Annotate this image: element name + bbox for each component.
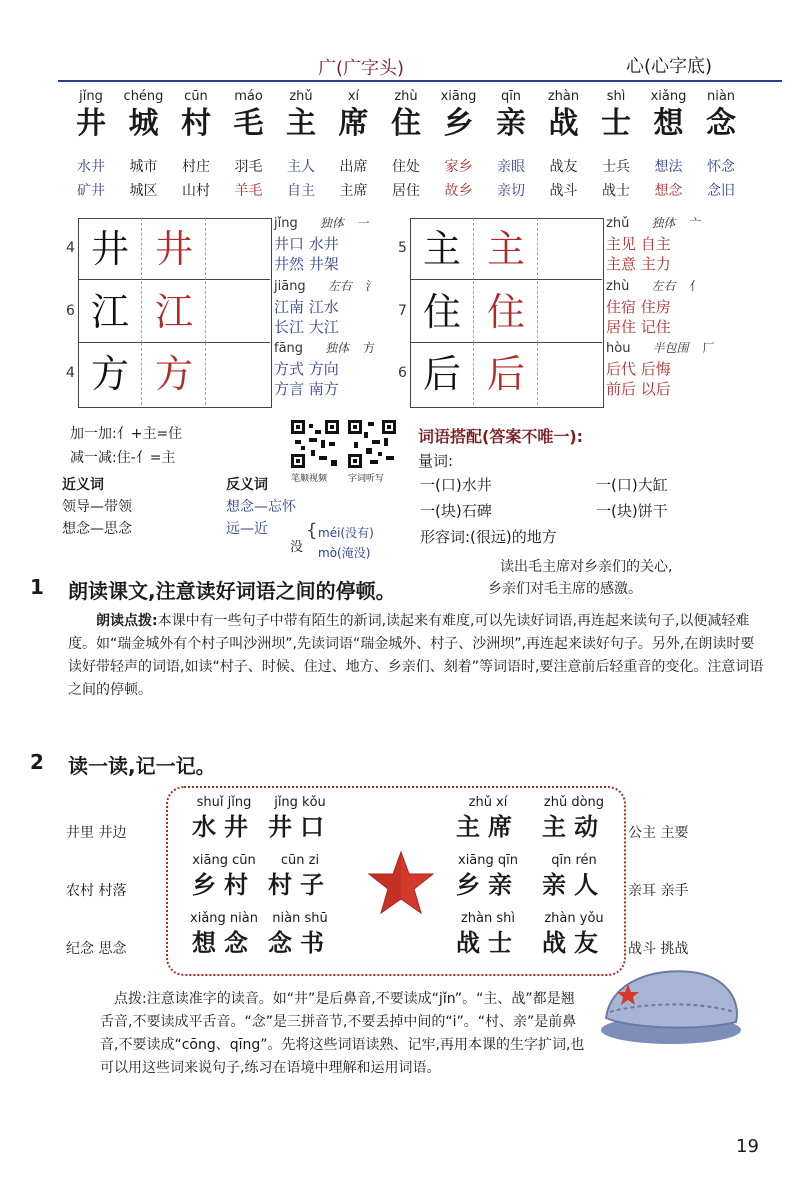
character-cell (434, 88, 484, 142)
page-number: 19 (736, 1136, 759, 1157)
reading-word-pinyin: shuǐ jǐng (196, 795, 252, 810)
character-pinyin: cūn (184, 89, 208, 104)
character-pinyin: xiǎng (650, 89, 687, 104)
grid-cell (538, 281, 602, 343)
reading-word (184, 910, 264, 958)
character-pinyin: zhǔ (289, 89, 313, 104)
question-1-side-note: 乡亲们对毛主席的感激。 (488, 581, 642, 597)
grid-char-red: 方 (154, 352, 193, 397)
char-info-words: 居住 记住 (606, 317, 671, 336)
reading-word-text: 战士 (456, 928, 520, 957)
char-info-header (274, 277, 378, 294)
character-glyph: 井 (76, 106, 106, 141)
reading-word (448, 910, 528, 958)
character-glyph: 村 (181, 106, 211, 141)
reading-word-text: 乡村 (192, 870, 256, 899)
grid-cell (538, 343, 602, 405)
army-cap-illustration (596, 960, 746, 1050)
char-info-pinyin: fāng (274, 341, 304, 357)
char-info-pinyin: hòu (606, 341, 631, 357)
char-info-words: 主见 自主 (606, 235, 671, 253)
char-info-structure: 独体 (651, 216, 676, 230)
grid-char-black: 后 (422, 352, 461, 397)
word-row-2-item: 战斗 (549, 183, 578, 199)
grid-char-black: 井 (90, 227, 129, 271)
question-2-tip: 点拨:注意读准字的读音。如“井”是后鼻音,不要读成“jǐn”。“主、战”都是翘舌音,不要读成平舌音。“念”是三拼音节,不要丢掉中间的“i”。“村、亲”是前鼻音,不要读成“cōng、qīng”。先将这些词语读熟、记牢,再用本课的生字扩词,也可以用这些词来说句子,练习在语境中理解和运用词语。 (100, 991, 585, 1076)
word-row-1-item: 村庄 (182, 159, 210, 175)
question-2-title: 读一读,记一记。 (68, 754, 216, 778)
extension-words-right: 亲耳 亲手 (628, 883, 689, 899)
character-pinyin: zhàn (547, 89, 580, 104)
grid-char-black: 主 (422, 227, 461, 271)
collocation-item: 一(口)水井 (420, 476, 492, 494)
char-info-header (606, 214, 701, 231)
reading-word-text: 村子 (268, 870, 332, 899)
antonym-item: 想念—忘怀 (226, 499, 296, 515)
character-pinyin: chéng (123, 89, 164, 104)
question-1-title: 朗读课文,注意读好词语之间的停顿。 (68, 579, 396, 603)
stroke-count: 4 (66, 365, 75, 382)
synonym-item: 领导—带领 (62, 499, 132, 515)
character-cell (119, 88, 169, 142)
char-info-structure: 独体 (325, 341, 350, 356)
word-row-1-item: 水井 (77, 159, 105, 175)
character-pinyin: zhù (394, 89, 418, 104)
char-info-pinyin: jǐng (274, 216, 298, 231)
extension-words-right: 战斗 挑战 (628, 941, 689, 957)
grid-cell (206, 343, 270, 405)
character-glyph: 乡 (443, 106, 474, 141)
header-radical-right: 心(心字底) (626, 56, 713, 77)
char-info-words: 住宿 住房 (606, 297, 671, 316)
word-row-1-item: 士兵 (602, 159, 630, 175)
character-pinyin: xí (347, 89, 360, 104)
character-cell (329, 88, 379, 142)
char-info-words: 井口 水井 (274, 235, 339, 253)
char-info-header (274, 214, 370, 231)
reading-word-text: 井口 (268, 812, 332, 841)
question-1-number: 1 (30, 575, 44, 599)
character-pinyin: shì (606, 89, 626, 104)
reading-word (260, 852, 340, 900)
word-row-1-item: 羽毛 (234, 159, 263, 175)
character-cell (66, 88, 116, 142)
char-info-words: 后代 后悔 (606, 360, 671, 379)
collocation-liangci: 量词: (418, 452, 454, 470)
char-info-pinyin: zhǔ (606, 216, 630, 231)
reading-word-text: 念书 (268, 928, 332, 957)
char-info-words: 方言 南方 (274, 380, 339, 399)
word-row-2-item: 山村 (182, 183, 210, 199)
word-row-1-item: 家乡 (444, 159, 473, 175)
reading-word (260, 794, 340, 842)
char-info-radical: 一 (357, 216, 370, 230)
collocation-item: 一(块)石碑 (420, 502, 492, 520)
reading-word-pinyin: jǐng kǒu (274, 795, 326, 810)
character-cell (276, 88, 326, 142)
char-info-header (274, 339, 375, 356)
word-row-1-item: 住处 (392, 159, 420, 175)
character-cell (539, 88, 589, 142)
character-cell (591, 88, 641, 142)
char-info-words: 前后 以后 (606, 380, 671, 399)
synonym-item: 想念—思念 (62, 521, 132, 537)
character-cell (381, 88, 431, 142)
extension-words-left: 农村 村落 (66, 883, 127, 899)
char-info-words: 方式 方向 (274, 360, 339, 379)
character-cell (644, 88, 694, 142)
reading-word-text: 主动 (542, 812, 606, 841)
red-star-icon (366, 850, 436, 916)
grid-char-red: 江 (154, 289, 193, 334)
character-pinyin: niàn (706, 89, 736, 104)
word-row-2-item: 故乡 (444, 183, 473, 199)
reading-word-text: 水井 (192, 812, 256, 841)
collocation-adjective: 形容词:(很远)的地方 (420, 528, 557, 546)
word-row-1-item: 出席 (339, 159, 368, 175)
reading-word (534, 910, 614, 958)
character-glyph: 住 (391, 106, 421, 141)
char-info-header (606, 339, 714, 356)
reading-word-text: 主席 (456, 812, 520, 841)
char-info-words: 主意 主力 (606, 255, 671, 273)
reading-word-pinyin: qīn rén (551, 853, 597, 868)
word-row-1-item: 想法 (654, 159, 683, 175)
word-row-1-item: 怀念 (707, 159, 735, 175)
polyphone-reading: mò(淹没) (318, 546, 371, 560)
char-info-pinyin: zhù (606, 278, 630, 294)
character-pinyin: qīn (500, 89, 522, 104)
char-info-structure: 左右 (651, 278, 676, 293)
character-cell (486, 88, 536, 142)
grid-char-black: 方 (90, 352, 129, 397)
reading-word (534, 852, 614, 900)
char-info-words: 江南 江水 (274, 297, 339, 316)
reading-word-text: 乡亲 (456, 870, 520, 899)
word-row-1-item: 城市 (129, 159, 158, 175)
character-pinyin: máo (234, 89, 263, 104)
stroke-count: 7 (398, 302, 407, 319)
polyphone-char: 没 (290, 540, 304, 555)
question-1-side-note: 读出毛主席对乡亲们的关心, (500, 559, 673, 575)
reading-word (448, 852, 528, 900)
reading-word-pinyin: zhǔ xí (468, 795, 508, 810)
tip-label: 朗读点拨: (96, 613, 158, 629)
reading-word-pinyin: zhǔ dòng (543, 795, 605, 810)
char-info-radical: 亻 (689, 278, 702, 293)
qr-label-stroke-video: 笔顺视频 (291, 474, 328, 484)
stroke-count: 5 (398, 240, 407, 256)
antonyms-title: 反义词 (226, 477, 268, 493)
tip-text: 本课中有一些句子中带有陌生的新词,读起来有难度,可以先读好词语,再连起来读句子,以便减轻难度。如“瑞金城外有个村子叫沙洲坝”,先读词语“瑞金城外、村子、沙洲坝”,再连起来读好句子。另外,在朗读时要读好带轻声的词语,如读“村子、时候、住过、地方、乡亲们、刻着”等词语时,要注意前后轻重音的变化。注意词语之间的停顿。 (68, 613, 764, 698)
char-info-radical: 亠 (689, 216, 702, 230)
grid-cell (206, 281, 270, 343)
collocation-item: 一(块)饼干 (596, 502, 668, 520)
reading-word-pinyin: cūn zi (280, 853, 320, 868)
char-info-radical: 氵 (365, 278, 378, 293)
extension-words-left: 纪念 思念 (66, 941, 127, 957)
character-glyph: 主 (286, 106, 316, 141)
reading-word-pinyin: niàn shū (272, 911, 328, 926)
character-glyph: 城 (128, 106, 159, 141)
word-row-2-item: 矿井 (77, 183, 105, 199)
character-glyph: 毛 (233, 106, 264, 141)
synonyms-title: 近义词 (62, 477, 104, 493)
reading-word (184, 852, 264, 900)
header-radical-left: 广(广字头) (318, 58, 405, 79)
character-cell (696, 88, 746, 142)
character-cell (224, 88, 274, 142)
question-1-tip (68, 610, 768, 702)
jia-yi-jia: 加一加:亻+主=住 (70, 426, 183, 442)
reading-word (534, 794, 614, 842)
collocation-title: 词语搭配(答案不唯一): (418, 427, 584, 446)
character-glyph: 席 (338, 106, 369, 141)
extension-words-right: 公主 主要 (628, 825, 689, 841)
char-info-header (606, 277, 701, 294)
qr-code-dictation[interactable] (348, 420, 396, 468)
char-info-pinyin: jiāng (274, 278, 306, 294)
grid-char-red: 井 (154, 227, 193, 271)
word-row-2-item: 自主 (287, 183, 315, 199)
character-glyph: 亲 (496, 106, 526, 141)
reading-word-pinyin: zhàn shì (460, 911, 516, 926)
stroke-count: 4 (66, 240, 75, 256)
word-row-2-item: 想念 (654, 183, 683, 199)
char-info-radical: 厂 (702, 341, 715, 356)
jian-yi-jian: 减一减:住-亻=主 (70, 450, 176, 466)
stroke-count: 6 (398, 365, 407, 382)
char-info-words: 井然 井架 (274, 255, 339, 273)
word-row-2-item: 战士 (602, 183, 630, 199)
reading-word-text: 亲人 (542, 870, 606, 899)
reading-word-pinyin: xiāng cūn (192, 853, 256, 868)
grid-char-red: 后 (486, 352, 525, 397)
character-glyph: 念 (706, 106, 736, 141)
question-2-number: 2 (30, 750, 44, 774)
word-row-2-item: 念旧 (707, 183, 735, 199)
stroke-count: 6 (66, 302, 75, 319)
char-info-radical: 方 (363, 341, 376, 356)
antonym-item: 远—近 (226, 521, 268, 537)
reading-word (260, 910, 340, 958)
reading-word-text: 想念 (192, 928, 256, 957)
polyphone-reading: méi(没有) (318, 526, 374, 540)
grid-char-black: 江 (90, 289, 129, 334)
reading-word (448, 794, 528, 842)
grid-char-red: 住 (486, 289, 525, 334)
char-info-words: 长江 大江 (274, 317, 339, 336)
collocation-item: 一(口)大缸 (596, 476, 668, 494)
reading-word-text: 战友 (542, 928, 606, 957)
grid-cell (206, 218, 270, 280)
reading-word-pinyin: xiāng qīn (458, 853, 518, 868)
word-row-2-item: 羊毛 (234, 183, 263, 199)
character-glyph: 战 (548, 106, 579, 141)
grid-char-red: 主 (486, 227, 525, 271)
qr-code-stroke-video[interactable] (291, 420, 339, 468)
word-row-2-item: 主席 (339, 183, 368, 199)
char-info-structure: 独体 (319, 216, 344, 230)
word-row-1-item: 亲眼 (497, 159, 525, 175)
brace-icon: { (306, 520, 318, 541)
grid-char-black: 住 (422, 289, 461, 334)
reading-word (184, 794, 264, 842)
char-info-structure: 半包围 (652, 341, 689, 356)
word-row-2-item: 居住 (392, 183, 420, 199)
character-pinyin: xiāng (440, 89, 477, 104)
character-pinyin: jǐng (79, 89, 103, 104)
word-row-1-item: 主人 (287, 159, 315, 175)
word-row-1-item: 战友 (549, 159, 578, 175)
reading-word-pinyin: zhàn yǒu (544, 911, 604, 926)
character-glyph: 想 (653, 106, 684, 141)
reading-word-pinyin: xiǎng niàn (190, 911, 258, 926)
word-row-2-item: 亲切 (497, 183, 525, 199)
character-cell (171, 88, 221, 142)
qr-label-dictation: 字词听写 (348, 474, 385, 484)
header-divider (58, 80, 782, 82)
character-glyph: 士 (601, 106, 631, 141)
char-info-structure: 左右 (327, 278, 352, 293)
word-row-2-item: 城区 (129, 183, 158, 199)
grid-cell (538, 218, 602, 280)
extension-words-left: 井里 井边 (66, 825, 127, 841)
